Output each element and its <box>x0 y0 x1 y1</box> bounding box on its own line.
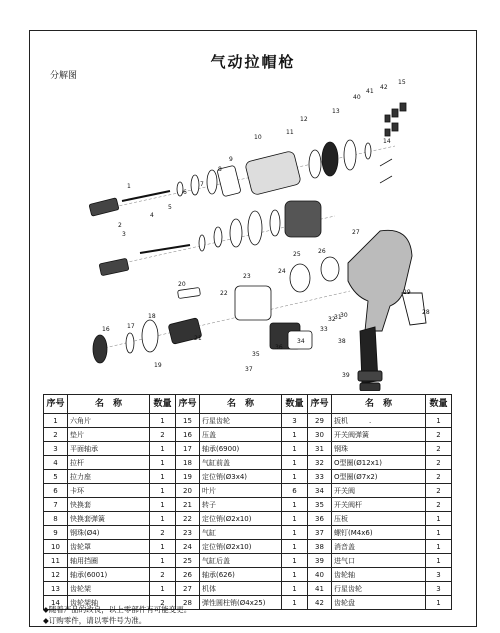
table-cell: 9 <box>44 526 68 540</box>
table-cell: 螺钉(M4x6) <box>332 526 426 540</box>
table-row <box>44 526 452 540</box>
document-frame <box>29 30 477 627</box>
table-cell: 40 <box>308 568 332 582</box>
callout-label: 33 <box>320 326 328 333</box>
table-cell: 1 <box>282 554 308 568</box>
callout-label: 29 <box>403 289 411 296</box>
table-cell: 13 <box>44 582 68 596</box>
table-cell: 行星齿轮 <box>332 582 426 596</box>
table-cell: 1 <box>282 512 308 526</box>
callout-label: 3 <box>122 231 126 238</box>
table-cell: 1 <box>426 540 452 554</box>
note-item: ◆ 随着产品的改良，以上零部件有可能变更。 <box>43 604 191 615</box>
table-cell: 1 <box>150 484 176 498</box>
callout-label: 14 <box>383 138 391 145</box>
callout-label: 31 <box>334 314 342 321</box>
callout-label: 18 <box>148 313 156 320</box>
callout-label: 9 <box>229 156 233 163</box>
table-cell: 1 <box>150 414 176 428</box>
table-row <box>44 414 452 428</box>
table-cell: 扳机 . <box>332 414 426 428</box>
table-cell: 28 <box>176 596 200 610</box>
table-cell: O型圈(Ø12x1) <box>332 456 426 470</box>
table-cell: 33 <box>308 470 332 484</box>
table-cell: 38 <box>308 540 332 554</box>
table-cell: 叶片 <box>200 484 282 498</box>
table-cell: 39 <box>308 554 332 568</box>
col-header: 数量 <box>426 395 452 414</box>
callout-label: 30 <box>340 312 348 319</box>
table-cell: 12 <box>44 568 68 582</box>
table-cell: O型圈(Ø7x2) <box>332 470 426 484</box>
callout-label: 13 <box>332 108 340 115</box>
callout-label: 16 <box>102 326 110 333</box>
table-cell: 1 <box>44 414 68 428</box>
col-header: 名 称 <box>200 395 282 414</box>
callout-label: 40 <box>353 94 361 101</box>
callout-label: 15 <box>398 79 406 86</box>
table-cell: 1 <box>282 568 308 582</box>
table-cell: 3 <box>282 414 308 428</box>
table-cell: 1 <box>282 442 308 456</box>
table-cell: 2 <box>150 428 176 442</box>
col-header: 名 称 <box>68 395 150 414</box>
table-header-row <box>44 395 452 414</box>
table-cell: 开关阀弹簧 <box>332 428 426 442</box>
table-cell: 2 <box>426 456 452 470</box>
table-cell: 1 <box>282 540 308 554</box>
callout-label: 7 <box>200 181 204 188</box>
table-cell: 垫片 <box>68 428 150 442</box>
table-cell: 开关阀 <box>332 484 426 498</box>
table-cell: 35 <box>308 498 332 512</box>
table-cell: 1 <box>282 456 308 470</box>
table-cell: 14 <box>44 596 68 610</box>
table-cell: 定位销(Ø2x10) <box>200 512 282 526</box>
callout-label: 2 <box>118 222 122 229</box>
table-cell: 1 <box>150 582 176 596</box>
table-cell: 快换套 <box>68 498 150 512</box>
table-cell: 1 <box>150 512 176 526</box>
callout-label: 21 <box>194 335 202 342</box>
callout-label: 5 <box>168 204 172 211</box>
table-cell: 2 <box>426 428 452 442</box>
table-cell: 31 <box>308 442 332 456</box>
callout-label: 35 <box>252 351 260 358</box>
table-cell: 22 <box>176 512 200 526</box>
col-header: 序号 <box>176 395 200 414</box>
table-row <box>44 512 452 526</box>
table-cell: 16 <box>176 428 200 442</box>
callout-label: 36 <box>275 344 283 351</box>
parts-table <box>43 394 452 610</box>
table-row <box>44 582 452 596</box>
table-cell: 23 <box>176 526 200 540</box>
table-cell: 卡环 <box>68 484 150 498</box>
table-cell: 3 <box>426 582 452 596</box>
table-cell: 1 <box>150 456 176 470</box>
callout-label: 41 <box>366 88 374 95</box>
callout-label: 19 <box>154 362 162 369</box>
table-cell: 27 <box>176 582 200 596</box>
callout-label: 23 <box>243 273 251 280</box>
table-cell: 快换套弹簧 <box>68 512 150 526</box>
table-cell: 1 <box>150 470 176 484</box>
table-cell: 齿轮盘 <box>332 596 426 610</box>
col-header: 数量 <box>150 395 176 414</box>
table-cell: 21 <box>176 498 200 512</box>
table-cell: 36 <box>308 512 332 526</box>
table-cell: 2 <box>150 526 176 540</box>
table-cell: 17 <box>176 442 200 456</box>
table-cell: 压板 <box>332 512 426 526</box>
doc-subtitle: 分解图 <box>50 71 78 81</box>
callout-label: 8 <box>218 166 222 173</box>
table-cell: 2 <box>426 442 452 456</box>
table-cell: 轴承(6001) <box>68 568 150 582</box>
table-cell: 气缸后盖 <box>200 554 282 568</box>
table-row <box>44 442 452 456</box>
table-row <box>44 484 452 498</box>
table-row <box>44 470 452 484</box>
table-cell: 钢珠(Ø4) <box>68 526 150 540</box>
table-cell: 2 <box>44 428 68 442</box>
table-cell: 5 <box>44 470 68 484</box>
table-cell: 平面轴承 <box>68 442 150 456</box>
table-cell: 齿轮架 <box>68 582 150 596</box>
table-cell: 压盖 <box>200 428 282 442</box>
col-header: 名 称 <box>332 395 426 414</box>
table-cell: 1 <box>282 596 308 610</box>
col-header: 序号 <box>308 395 332 414</box>
table-cell: 1 <box>426 414 452 428</box>
callout-label: 39 <box>342 372 350 379</box>
table-cell: 齿轮轴 <box>332 568 426 582</box>
callout-label: 25 <box>293 251 301 258</box>
callout-label: 37 <box>245 366 253 373</box>
table-cell: 机体 <box>200 582 282 596</box>
table-cell: 1 <box>282 526 308 540</box>
table-cell: 10 <box>44 540 68 554</box>
table-cell: 30 <box>308 428 332 442</box>
table-cell: 25 <box>176 554 200 568</box>
callout-label: 27 <box>352 229 360 236</box>
table-cell: 进气口 <box>332 554 426 568</box>
table-cell: 8 <box>44 512 68 526</box>
table-cell: 1 <box>426 512 452 526</box>
callout-label: 28 <box>422 309 430 316</box>
table-cell: 轴用挡圈 <box>68 554 150 568</box>
col-header: 序号 <box>44 395 68 414</box>
table-row <box>44 498 452 512</box>
table-row <box>44 428 452 442</box>
table-cell: 18 <box>176 456 200 470</box>
table-cell: 气缸前盖 <box>200 456 282 470</box>
table-cell: 2 <box>150 596 176 610</box>
table-cell: 1 <box>150 442 176 456</box>
table-row <box>44 456 452 470</box>
table-cell: 3 <box>44 442 68 456</box>
table-cell: 弹性圆柱销(Ø4x25) <box>200 596 282 610</box>
callout-label: 11 <box>286 129 294 136</box>
table-cell: 4 <box>44 456 68 470</box>
table-cell: 34 <box>308 484 332 498</box>
callout-label: 4 <box>150 212 154 219</box>
table-cell: 1 <box>282 498 308 512</box>
callout-label: 6 <box>183 189 187 196</box>
table-row <box>44 568 452 582</box>
table-cell: 6 <box>44 484 68 498</box>
note-item: ◆ 订购零件，请以零件号为准。 <box>43 615 191 626</box>
table-cell: 19 <box>176 470 200 484</box>
callout-label: 20 <box>178 281 186 288</box>
table-cell: 3 <box>426 568 452 582</box>
table-cell: 42 <box>308 596 332 610</box>
table-cell: 2 <box>426 470 452 484</box>
callout-label: 42 <box>380 84 388 91</box>
table-cell: 1 <box>282 428 308 442</box>
table-cell: 1 <box>150 554 176 568</box>
table-cell: 轴承(626) <box>200 568 282 582</box>
table-cell: 26 <box>176 568 200 582</box>
table-cell: 齿轮罩 <box>68 540 150 554</box>
table-cell: 1 <box>150 498 176 512</box>
table-cell: 定位销(Ø3x4) <box>200 470 282 484</box>
table-cell: 开关阀杆 <box>332 498 426 512</box>
table-cell: 2 <box>426 498 452 512</box>
table-cell: 六角片 <box>68 414 150 428</box>
callout-label: 10 <box>254 134 262 141</box>
table-cell: 1 <box>426 526 452 540</box>
table-cell: 15 <box>176 414 200 428</box>
table-cell: 1 <box>282 470 308 484</box>
callout-label: 32 <box>328 316 336 323</box>
callout-label: 22 <box>220 290 228 297</box>
table-cell: 2 <box>150 568 176 582</box>
table-row <box>44 540 452 554</box>
table-cell: 20 <box>176 484 200 498</box>
table-cell: 1 <box>282 582 308 596</box>
table-cell: 37 <box>308 526 332 540</box>
table-cell: 拉力座 <box>68 470 150 484</box>
callout-label: 17 <box>127 323 135 330</box>
table-cell: 7 <box>44 498 68 512</box>
callout-label: 12 <box>300 116 308 123</box>
table-cell: 钢珠 <box>332 442 426 456</box>
callout-label: 26 <box>318 248 326 255</box>
table-cell: 41 <box>308 582 332 596</box>
table-cell: 定位销(Ø2x10) <box>200 540 282 554</box>
table-cell: 1 <box>426 554 452 568</box>
table-cell: 转子 <box>200 498 282 512</box>
table-cell: 气缸 <box>200 526 282 540</box>
table-cell: 32 <box>308 456 332 470</box>
table-cell: 行星齿轮 <box>200 414 282 428</box>
table-cell: 2 <box>426 484 452 498</box>
table-cell: 6 <box>282 484 308 498</box>
table-cell: 1 <box>426 596 452 610</box>
table-cell: 拉杆 <box>68 456 150 470</box>
table-cell: 24 <box>176 540 200 554</box>
table-cell: 1 <box>150 540 176 554</box>
table-row <box>44 554 452 568</box>
notes <box>43 604 191 626</box>
table-cell: 29 <box>308 414 332 428</box>
col-header: 数量 <box>282 395 308 414</box>
callout-label: 38 <box>338 338 346 345</box>
table-cell: 11 <box>44 554 68 568</box>
doc-title: 气动拉帽枪 <box>210 53 296 71</box>
table-cell: 齿轮架轴 <box>68 596 150 610</box>
exploded-view-diagram <box>30 31 476 391</box>
callout-label: 24 <box>278 268 286 275</box>
callout-label: 1 <box>127 183 131 190</box>
table-cell: 消音盖 <box>332 540 426 554</box>
callout-label: 34 <box>297 338 305 345</box>
table-cell: 轴承(6900) <box>200 442 282 456</box>
